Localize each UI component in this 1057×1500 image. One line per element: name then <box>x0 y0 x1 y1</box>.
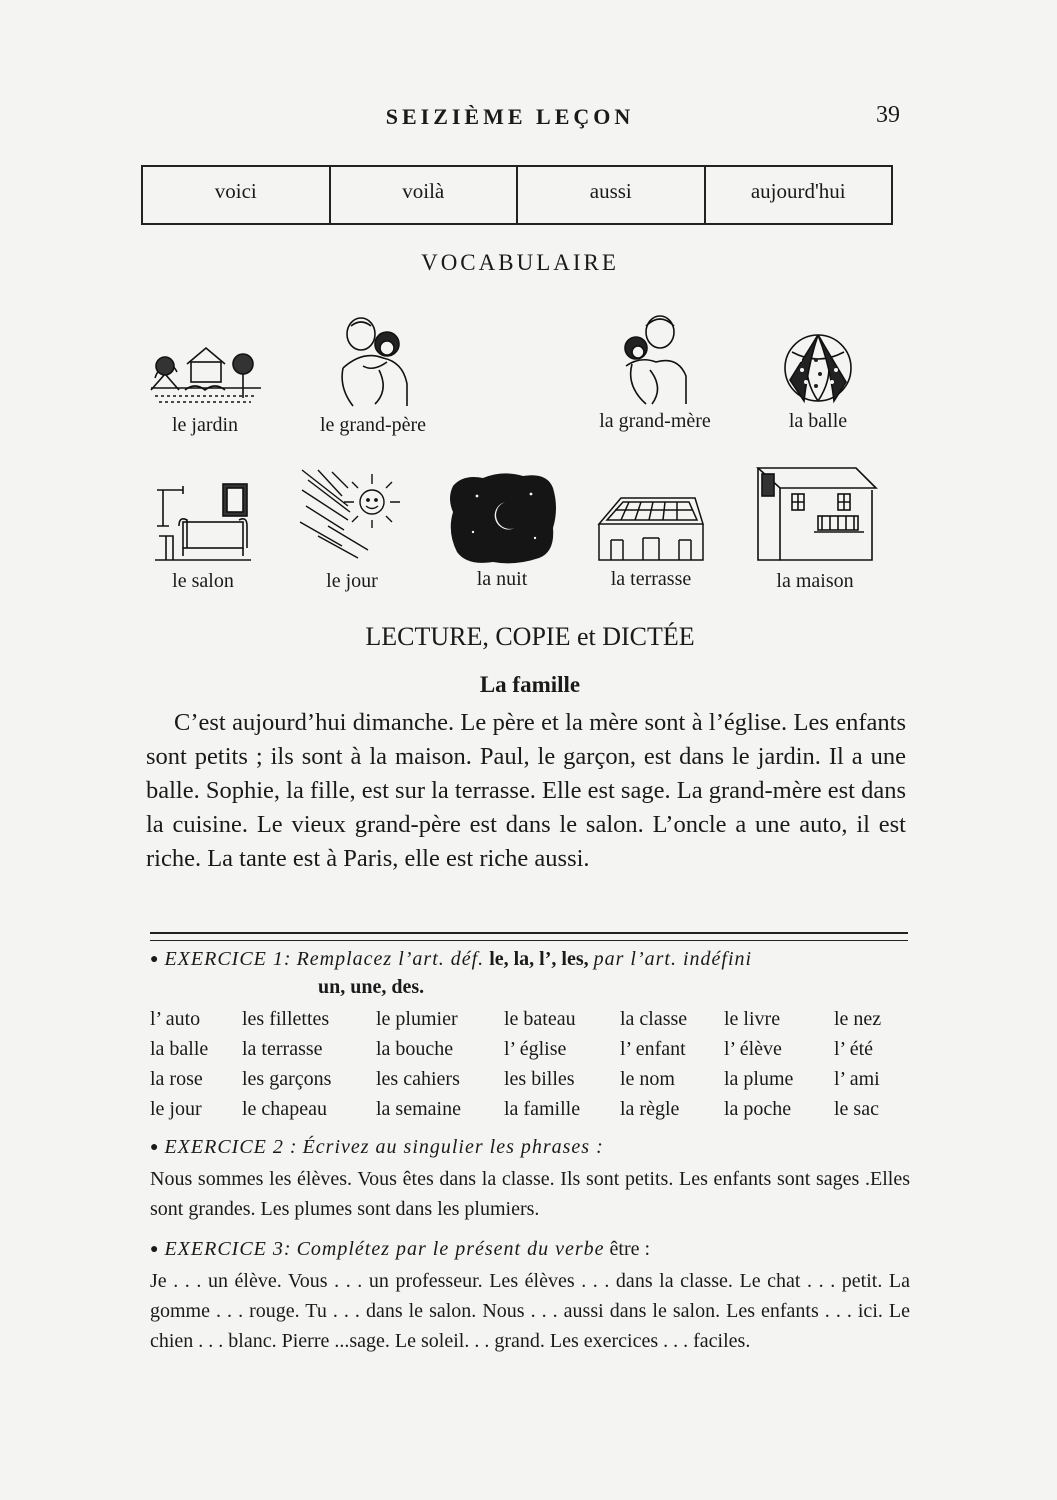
vocab-item-terrace <box>588 488 714 591</box>
word-cell: voilà <box>329 167 517 223</box>
word: la poche <box>724 1097 792 1120</box>
vocab-label: le salon <box>172 570 234 592</box>
word-cell: aussi <box>516 167 704 223</box>
vocab-label: le grand-père <box>319 414 427 436</box>
vocab-item-grandmother <box>575 312 735 433</box>
bullet-icon: ● <box>150 952 159 967</box>
word: la balle <box>150 1037 209 1060</box>
exercise3-text: Je . . . un élève. Vous . . . un professeur. Les élèves . . . dans la classe. Le chat . . . petit. La gomme . . . rouge. Tu . . . dans le salon. Nous . . . aussi dans le salon. Les enfants . . . ici. Le chien . . . blanc. Pierre ...sage. Le soleil. . . grand. Les exercices . . . faciles. <box>150 1270 910 1352</box>
grandfather-icon <box>323 310 423 410</box>
page-number: 39 <box>876 102 900 128</box>
reading-text: C’est aujourd’hui dimanche. Le père et la mère sont à l’église. Les enfants sont petits ; ils sont à la maison. Paul, le garçon, est dans le jardin. Il a une balle. Sophie, la fille, est sur la terrasse. Elle est sage. La grand-mère est dans la cuisine. Le vieux grand-père est dans le salon. L’oncle a une auto, il est riche. La tante est à Paris, elle est riche aussi. <box>146 709 906 872</box>
sun-icon <box>298 466 406 566</box>
word: les garçons <box>242 1067 332 1090</box>
vocab-label: la nuit <box>476 568 528 590</box>
word: la bouche <box>376 1037 454 1060</box>
reading-heading: LECTURE, COPIE et DICTÉE <box>365 622 695 651</box>
word: les fillettes <box>242 1007 330 1030</box>
vocab-label: la balle <box>788 410 848 432</box>
vocab-item-ball <box>768 330 868 433</box>
exercise-articles: un, une, des. <box>318 976 425 998</box>
word: l’ enfant <box>620 1037 686 1060</box>
exercise-verb: être : <box>609 1238 651 1260</box>
exercise1-heading <box>150 948 910 971</box>
bullet-icon: ● <box>150 1140 159 1155</box>
word-cell: voici <box>214 178 257 203</box>
vocab-label: la grand-mère <box>599 410 711 432</box>
word: la famille <box>504 1097 581 1120</box>
word: la semaine <box>376 1097 461 1120</box>
exercise-label: EXERCICE 2 : <box>164 1136 298 1158</box>
exercise2-text: Nous sommes les élèves. Vous êtes dans la classe. Ils sont petits. Les enfants sont sages .Elles sont grandes. Les plumes sont dans les plumiers. <box>150 1168 910 1220</box>
word: l’ été <box>834 1037 874 1060</box>
vocab-label: la terrasse <box>610 568 692 590</box>
vocab-label: le jour <box>326 570 378 592</box>
bullet-icon: ● <box>150 1242 159 1257</box>
word: le nom <box>620 1067 675 1090</box>
vocab-item-night <box>446 472 558 591</box>
exercise-label: EXERCICE 1: <box>164 948 292 970</box>
word-cell: aujourd'hui <box>704 167 892 223</box>
lesson-title: SEIZIÈME LEÇON <box>385 104 635 129</box>
word: les billes <box>504 1067 575 1090</box>
word: le chapeau <box>242 1097 327 1120</box>
vocab-item-grandfather <box>298 310 448 437</box>
exercise-instruction: Écrivez au singulier les phrases : <box>302 1136 604 1158</box>
exercise2-text-block <box>150 1164 910 1224</box>
word-row <box>150 1004 910 1034</box>
exercise-label: EXERCICE 3: <box>164 1238 292 1260</box>
house-icon <box>752 460 882 566</box>
exercise-instruction: Remplacez l’art. déf. <box>296 948 485 970</box>
exercise-instruction: Complétez par le présent du verbe <box>296 1238 605 1260</box>
exercise-instruction: par l’art. indéfini <box>593 948 753 970</box>
word: la classe <box>620 1007 688 1030</box>
word: la terrasse <box>242 1037 323 1060</box>
exercise3-heading <box>150 1238 650 1261</box>
word-row <box>150 1034 910 1064</box>
word: le plumier <box>376 1007 458 1030</box>
terrace-icon <box>593 488 709 564</box>
word: l’ église <box>504 1037 567 1060</box>
word: le jour <box>150 1097 202 1120</box>
vocab-item-living-room <box>150 476 256 593</box>
word: le sac <box>834 1097 879 1120</box>
word: l’ élève <box>724 1037 782 1060</box>
word: le nez <box>834 1007 882 1030</box>
vocab-item-day <box>296 466 408 593</box>
reading-passage <box>146 706 906 876</box>
word-table <box>141 165 893 225</box>
exercise2-heading <box>150 1136 604 1159</box>
exercise1-articles <box>318 976 424 999</box>
word-row <box>150 1064 910 1094</box>
word: les cahiers <box>376 1067 460 1090</box>
exercise1-word-grid <box>150 1004 910 1124</box>
reading-title: La famille <box>479 672 581 697</box>
garden-icon <box>145 338 265 410</box>
double-rule <box>150 932 908 941</box>
word: l’ ami <box>834 1067 880 1090</box>
vocab-item-house <box>752 460 878 593</box>
vocab-label: le jardin <box>171 414 239 436</box>
grandmother-icon <box>610 312 700 406</box>
word: la règle <box>620 1097 680 1120</box>
word: la plume <box>724 1067 794 1090</box>
vocab-item-garden <box>140 338 270 437</box>
word: le livre <box>724 1007 781 1030</box>
exercise3-text-block <box>150 1266 910 1356</box>
word: l’ auto <box>150 1007 201 1030</box>
word-row <box>150 1094 910 1124</box>
ball-icon <box>780 330 856 406</box>
night-moon-icon <box>447 472 557 564</box>
exercise-articles: le, la, l’, les, <box>489 948 589 970</box>
word: le bateau <box>504 1007 576 1030</box>
vocabulary-heading: VOCABULAIRE <box>421 250 619 275</box>
vocab-label: la maison <box>776 570 854 592</box>
living-room-icon <box>153 476 253 566</box>
word: la rose <box>150 1067 203 1090</box>
